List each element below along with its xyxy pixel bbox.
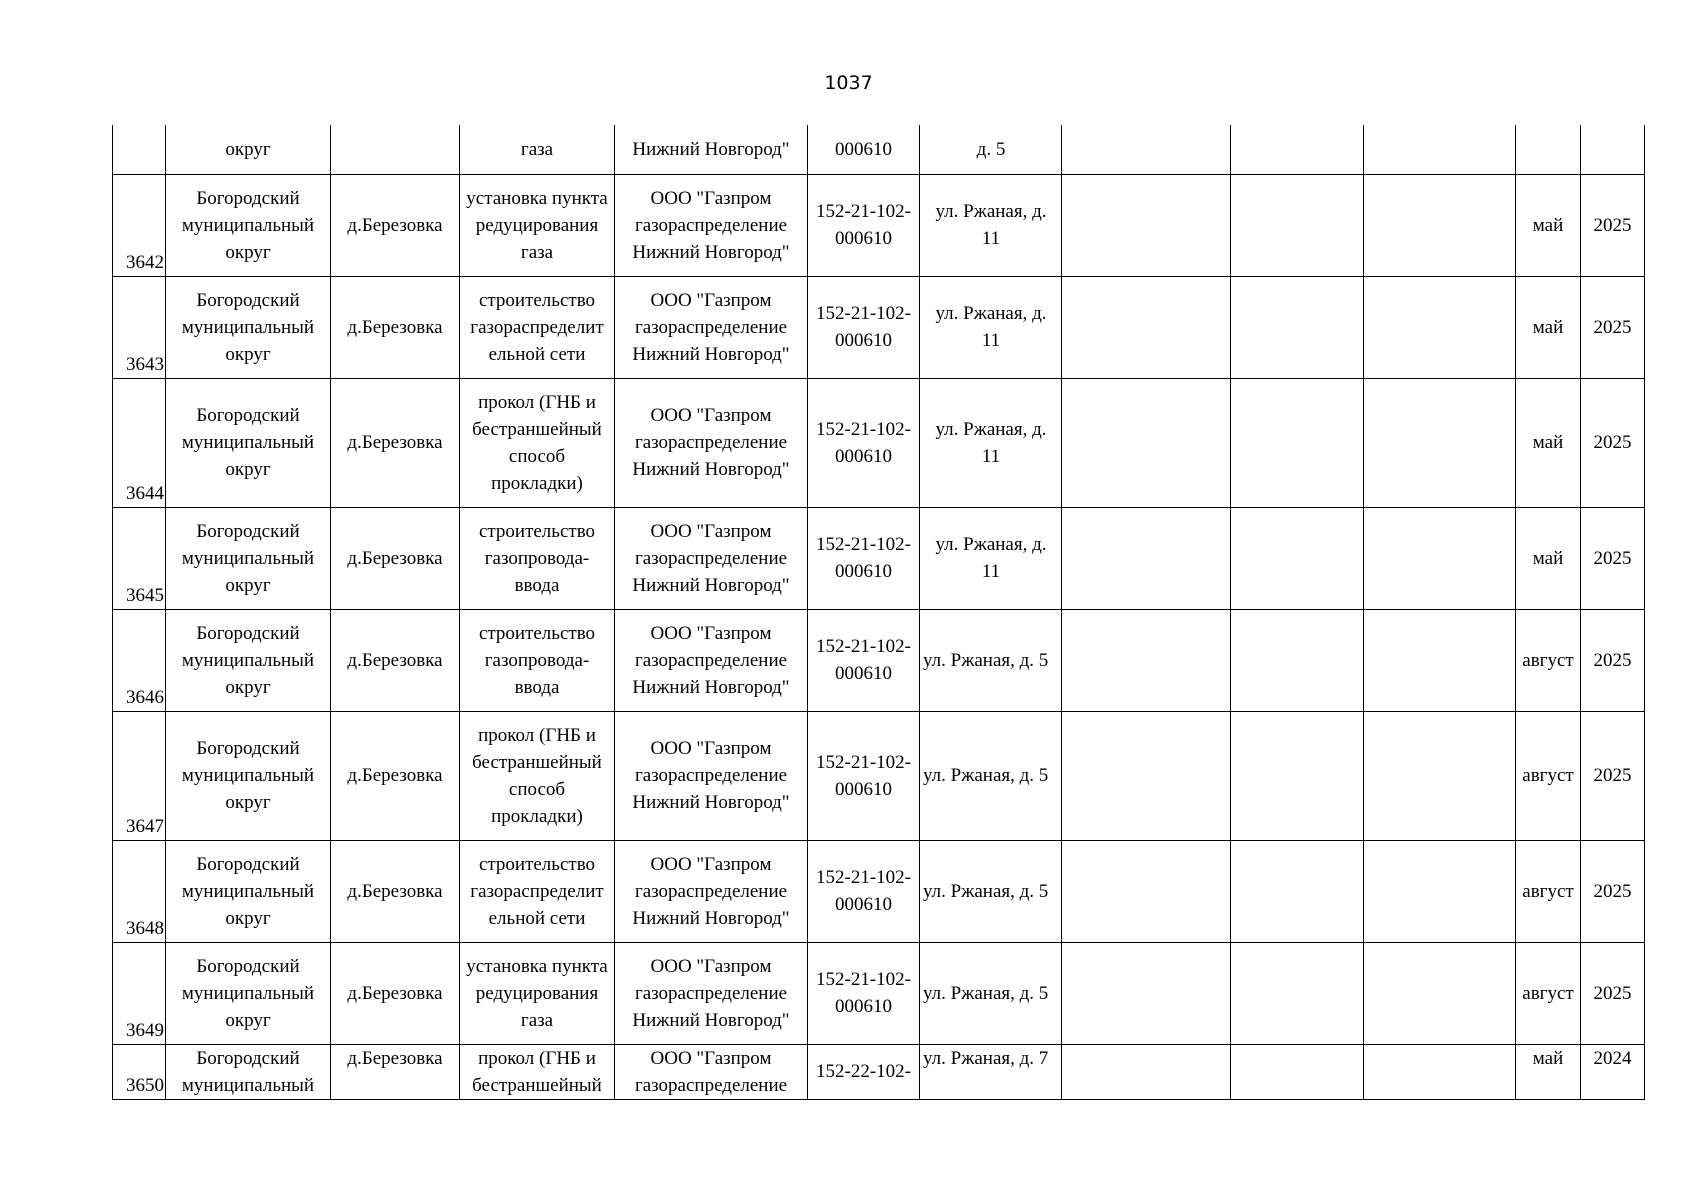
cell-year: 2025 bbox=[1581, 609, 1645, 711]
cell-code: 152-21-102- 000610 bbox=[808, 378, 920, 507]
cell-settlement: д.Березовка bbox=[331, 840, 460, 942]
cell-address: ул. Ржаная, д. 5 bbox=[920, 609, 1062, 711]
cell-empty bbox=[1364, 609, 1516, 711]
cell-empty bbox=[1231, 276, 1364, 378]
cell-empty bbox=[1364, 174, 1516, 276]
cell-code: 152-21-102- 000610 bbox=[808, 276, 920, 378]
cell-code: 152-21-102- 000610 bbox=[808, 507, 920, 609]
cell-settlement: д.Березовка bbox=[331, 276, 460, 378]
cell-empty bbox=[1062, 942, 1231, 1044]
cell-address: ул. Ржаная, д. 5 bbox=[920, 942, 1062, 1044]
cell-code: 152-21-102- 000610 bbox=[808, 609, 920, 711]
cell-number: 3650 bbox=[113, 1044, 166, 1099]
cell-address: д. 5 bbox=[920, 125, 1062, 174]
cell-year: 2025 bbox=[1581, 276, 1645, 378]
cell-work-type: строительство газораспределит ельной сети bbox=[460, 276, 615, 378]
cell-empty bbox=[1231, 840, 1364, 942]
cell-empty bbox=[1062, 276, 1231, 378]
cell-empty bbox=[1231, 711, 1364, 840]
cell-district: Богородский муниципальный округ bbox=[166, 942, 331, 1044]
cell-organization: ООО "Газпром газораспределение Нижний Новгород" bbox=[615, 711, 808, 840]
cell-number: 3644 bbox=[113, 378, 166, 507]
cell-number: 3643 bbox=[113, 276, 166, 378]
cell-empty bbox=[1062, 840, 1231, 942]
cell-organization: ООО "Газпром газораспределение Нижний Новгород" bbox=[615, 276, 808, 378]
cell-address: ул. Ржаная, д. 11 bbox=[920, 276, 1062, 378]
cell-settlement: д.Березовка bbox=[331, 609, 460, 711]
cell-empty bbox=[1062, 378, 1231, 507]
cell-address: ул. Ржаная, д. 11 bbox=[920, 378, 1062, 507]
table-row bbox=[113, 1044, 1645, 1099]
cell-work-type: установка пункта редуцирования газа bbox=[460, 174, 615, 276]
cell-number: 3642 bbox=[113, 174, 166, 276]
table-row bbox=[113, 609, 1645, 711]
cell-organization: ООО "Газпром газораспределение Нижний Новгород" bbox=[615, 507, 808, 609]
cell-empty bbox=[1231, 125, 1364, 174]
cell-empty bbox=[1062, 125, 1231, 174]
cell-empty bbox=[1364, 276, 1516, 378]
cell-empty bbox=[1231, 609, 1364, 711]
cell-year: 2025 bbox=[1581, 507, 1645, 609]
cell-empty bbox=[1364, 378, 1516, 507]
cell-empty bbox=[1364, 125, 1516, 174]
cell-settlement: д.Березовка bbox=[331, 507, 460, 609]
cell-empty bbox=[1231, 942, 1364, 1044]
cell-month: май bbox=[1516, 507, 1581, 609]
cell-work-type: установка пункта редуцирования газа bbox=[460, 942, 615, 1044]
cell-organization: ООО "Газпром газораспределение Нижний Новгород" bbox=[615, 840, 808, 942]
cell-empty bbox=[1231, 507, 1364, 609]
registry-table bbox=[112, 125, 1645, 1100]
cell-empty bbox=[1364, 840, 1516, 942]
cell-organization: ООО "Газпром газораспределение Нижний Новгород" bbox=[615, 942, 808, 1044]
cell-work-type: прокол (ГНБ и бестраншейный способ прокладки) bbox=[460, 378, 615, 507]
cell-settlement: д.Березовка bbox=[331, 1044, 460, 1099]
cell-month: август bbox=[1516, 609, 1581, 711]
cell-empty bbox=[1364, 1044, 1516, 1099]
cell-empty bbox=[1364, 711, 1516, 840]
cell-settlement: д.Березовка bbox=[331, 378, 460, 507]
cell-empty bbox=[1364, 942, 1516, 1044]
cell-organization: Нижний Новгород" bbox=[615, 125, 808, 174]
cell-code: 152-22-102- bbox=[808, 1044, 920, 1099]
cell-number: 3645 bbox=[113, 507, 166, 609]
table-row bbox=[113, 276, 1645, 378]
cell-empty bbox=[1062, 507, 1231, 609]
cell-address: ул. Ржаная, д. 7 bbox=[920, 1044, 1062, 1099]
cell-year: 2025 bbox=[1581, 711, 1645, 840]
cell-settlement bbox=[331, 125, 460, 174]
cell-empty bbox=[1231, 1044, 1364, 1099]
cell-empty bbox=[1062, 609, 1231, 711]
cell-month: август bbox=[1516, 942, 1581, 1044]
cell-settlement: д.Березовка bbox=[331, 711, 460, 840]
continuation-row bbox=[113, 125, 1645, 174]
cell-code: 152-21-102- 000610 bbox=[808, 174, 920, 276]
cell-month: май bbox=[1516, 1044, 1581, 1099]
cell-year: 2025 bbox=[1581, 942, 1645, 1044]
cell-code: 152-21-102- 000610 bbox=[808, 840, 920, 942]
cell-empty bbox=[1062, 711, 1231, 840]
cell-year: 2025 bbox=[1581, 174, 1645, 276]
cell-work-type: строительство газопровода- ввода bbox=[460, 609, 615, 711]
cell-number bbox=[113, 125, 166, 174]
cell-month: май bbox=[1516, 174, 1581, 276]
cell-number: 3648 bbox=[113, 840, 166, 942]
cell-district: Богородский муниципальный округ bbox=[166, 609, 331, 711]
cell-district: Богородский муниципальный округ bbox=[166, 507, 331, 609]
cell-district: Богородский муниципальный округ bbox=[166, 711, 331, 840]
cell-district: Богородский муниципальный округ bbox=[166, 276, 331, 378]
table-row bbox=[113, 711, 1645, 840]
cell-organization: ООО "Газпром газораспределение bbox=[615, 1044, 808, 1099]
table-row bbox=[113, 174, 1645, 276]
cell-work-type: прокол (ГНБ и бестраншейный bbox=[460, 1044, 615, 1099]
cell-year: 2025 bbox=[1581, 378, 1645, 507]
cell-year: 2025 bbox=[1581, 840, 1645, 942]
cell-district: Богородский муниципальный округ bbox=[166, 840, 331, 942]
cell-month: август bbox=[1516, 840, 1581, 942]
cell-address: ул. Ржаная, д. 11 bbox=[920, 174, 1062, 276]
cell-settlement: д.Березовка bbox=[331, 942, 460, 1044]
cell-work-type: газа bbox=[460, 125, 615, 174]
table-row bbox=[113, 507, 1645, 609]
cell-work-type: прокол (ГНБ и бестраншейный способ прокладки) bbox=[460, 711, 615, 840]
cell-work-type: строительство газораспределит ельной сети bbox=[460, 840, 615, 942]
cell-number: 3647 bbox=[113, 711, 166, 840]
cell-month: август bbox=[1516, 711, 1581, 840]
cell-month: май bbox=[1516, 276, 1581, 378]
table-row bbox=[113, 942, 1645, 1044]
cell-empty bbox=[1062, 1044, 1231, 1099]
cell-code: 152-21-102- 000610 bbox=[808, 942, 920, 1044]
cell-number: 3646 bbox=[113, 609, 166, 711]
cell-district: округ bbox=[166, 125, 331, 174]
table-row bbox=[113, 840, 1645, 942]
cell-settlement: д.Березовка bbox=[331, 174, 460, 276]
cell-year: 2024 bbox=[1581, 1044, 1645, 1099]
cell-empty bbox=[1231, 378, 1364, 507]
cell-address: ул. Ржаная, д. 5 bbox=[920, 840, 1062, 942]
table-row bbox=[113, 378, 1645, 507]
cell-district: Богородский муниципальный bbox=[166, 1044, 331, 1099]
page-number: 1037 bbox=[824, 72, 873, 94]
cell-district: Богородский муниципальный округ bbox=[166, 174, 331, 276]
cell-year bbox=[1581, 125, 1645, 174]
cell-organization: ООО "Газпром газораспределение Нижний Новгород" bbox=[615, 378, 808, 507]
cell-empty bbox=[1062, 174, 1231, 276]
cell-organization: ООО "Газпром газораспределение Нижний Новгород" bbox=[615, 609, 808, 711]
cell-empty bbox=[1231, 174, 1364, 276]
cell-month bbox=[1516, 125, 1581, 174]
cell-code: 152-21-102- 000610 bbox=[808, 711, 920, 840]
cell-address: ул. Ржаная, д. 11 bbox=[920, 507, 1062, 609]
cell-address: ул. Ржаная, д. 5 bbox=[920, 711, 1062, 840]
cell-district: Богородский муниципальный округ bbox=[166, 378, 331, 507]
cell-number: 3649 bbox=[113, 942, 166, 1044]
cell-empty bbox=[1364, 507, 1516, 609]
cell-code: 000610 bbox=[808, 125, 920, 174]
cell-month: май bbox=[1516, 378, 1581, 507]
cell-organization: ООО "Газпром газораспределение Нижний Новгород" bbox=[615, 174, 808, 276]
cell-work-type: строительство газопровода- ввода bbox=[460, 507, 615, 609]
